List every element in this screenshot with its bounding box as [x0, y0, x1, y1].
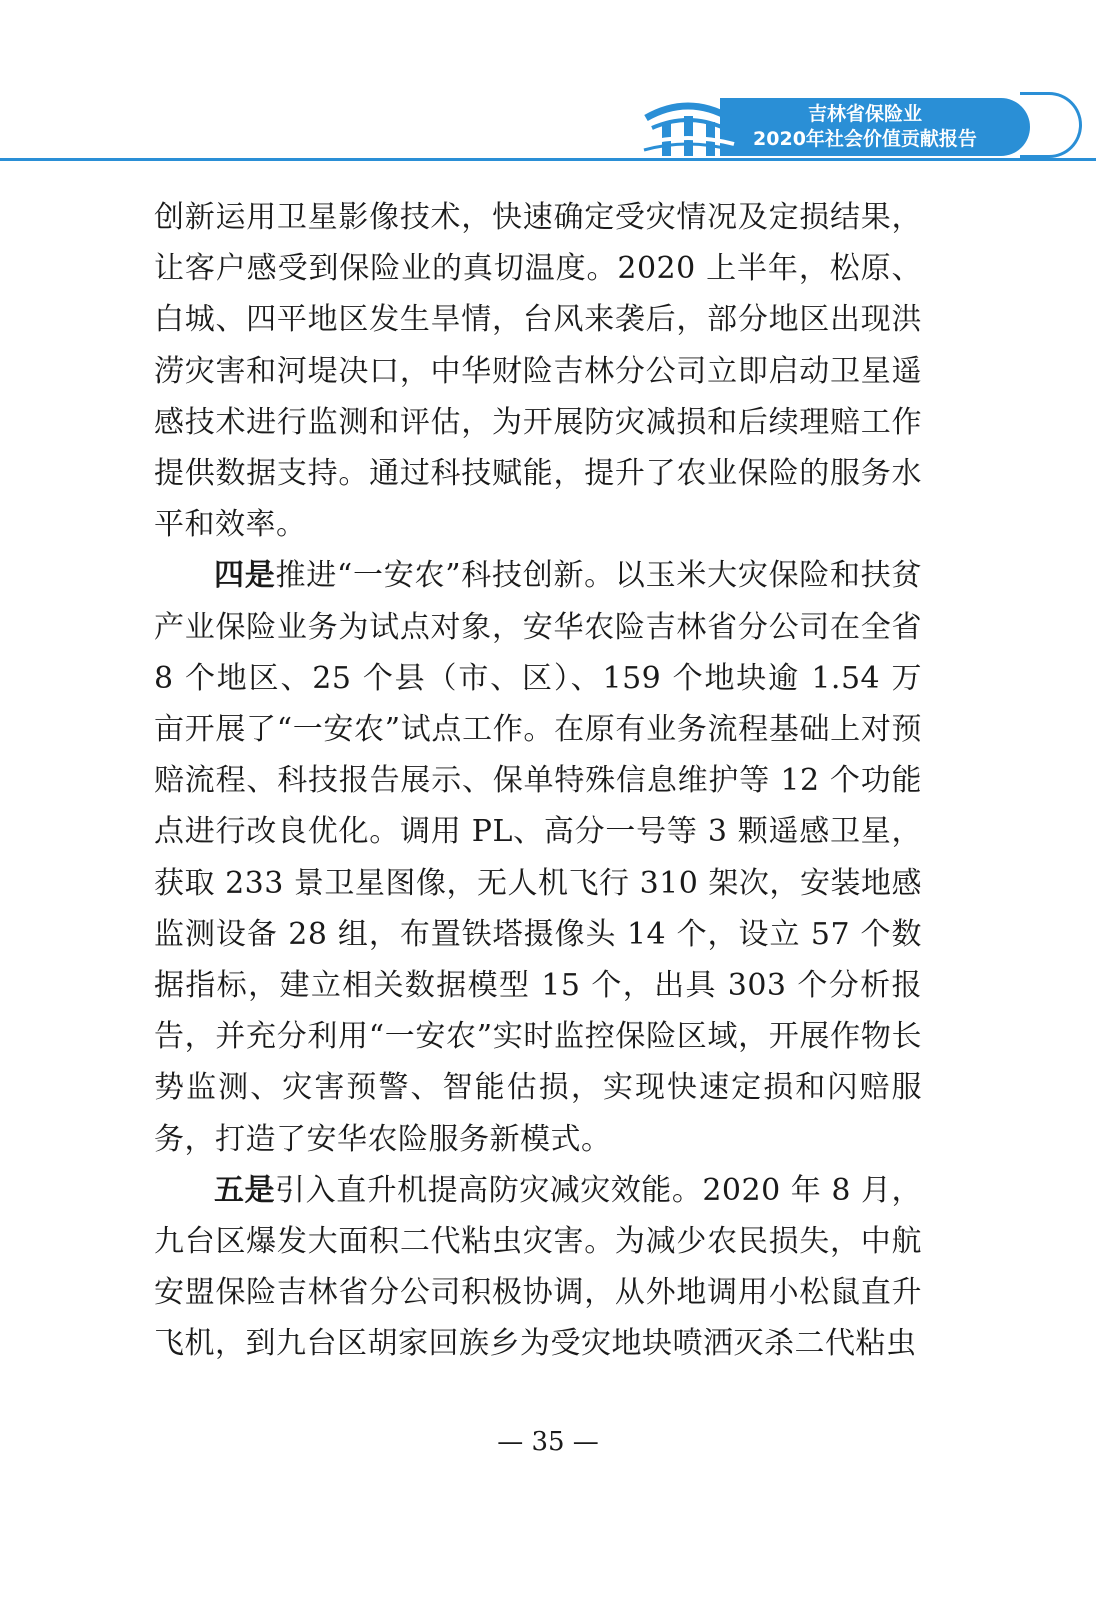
header-title-line2: 2020年社会价值贡献报告 — [753, 128, 977, 150]
paragraph-3-text: 引入直升机提高防灾减灾效能。2020 年 8 月，九台区爆发大面积二代粘虫灾害。为减少农民损失，中航安盟保险吉林省分公司积极协调，从外地调用小松鼠直升飞机，到九台区胡家回族乡为受灾地块喷洒灭杀二代粘虫 — [154, 1172, 922, 1362]
page-header — [0, 88, 1096, 168]
paragraph-3-lead: 五是 — [214, 1172, 276, 1208]
paragraph-3 — [154, 1165, 922, 1370]
header-title-line1: 吉林省保险业 — [807, 103, 922, 125]
paragraph-2-lead: 四是 — [214, 558, 276, 594]
paragraph-2-text: 推进“一安农”科技创新。以玉米大灾保险和扶贫产业保险业务为试点对象，安华农险吉林省分公司在全省 8 个地区、25 个县（市、区）、159 个地块逾 1.54 万亩开展了“一安农”试点工作。在原有业务流程基础上对预赔流程、科技报告展示、保单特殊信息维护等 12 个功能点进行改良优化。调用 PL、高分一号等 3 颗遥感卫星，获取 233 景卫星图像，无人机飞行 310 架次，安装地感监测设备 28 组，布置铁塔摄像头 14 个，设立 57 个数据指标，建立相关数据模型 15 个，出具 303 个分析报告，并充分利用“一安农”实时监控保险区域，开展作物长势监测、灾害预警、智能估损，实现快速定损和闪赔服务，打造了安华农险服务新模式。 — [154, 558, 922, 1157]
paragraph-2 — [154, 550, 922, 1164]
header-title — [720, 102, 1010, 152]
paragraph-1: 创新运用卫星影像技术，快速确定受灾情况及定损结果，让客户感受到保险业的真切温度。2020 上半年，松原、白城、四平地区发生旱情，台风来袭后，部分地区出现洪涝灾害和河堤决口，中华财险吉林分公司立即启动卫星遥感技术进行监测和评估，为开展防灾减损和后续理赔工作提供数据支持。通过科技赋能，提升了农业保险的服务水平和效率。 — [154, 200, 922, 543]
header-rule — [0, 158, 1096, 161]
page-number: — 35 — — [497, 1427, 599, 1457]
body-text — [154, 192, 922, 1370]
